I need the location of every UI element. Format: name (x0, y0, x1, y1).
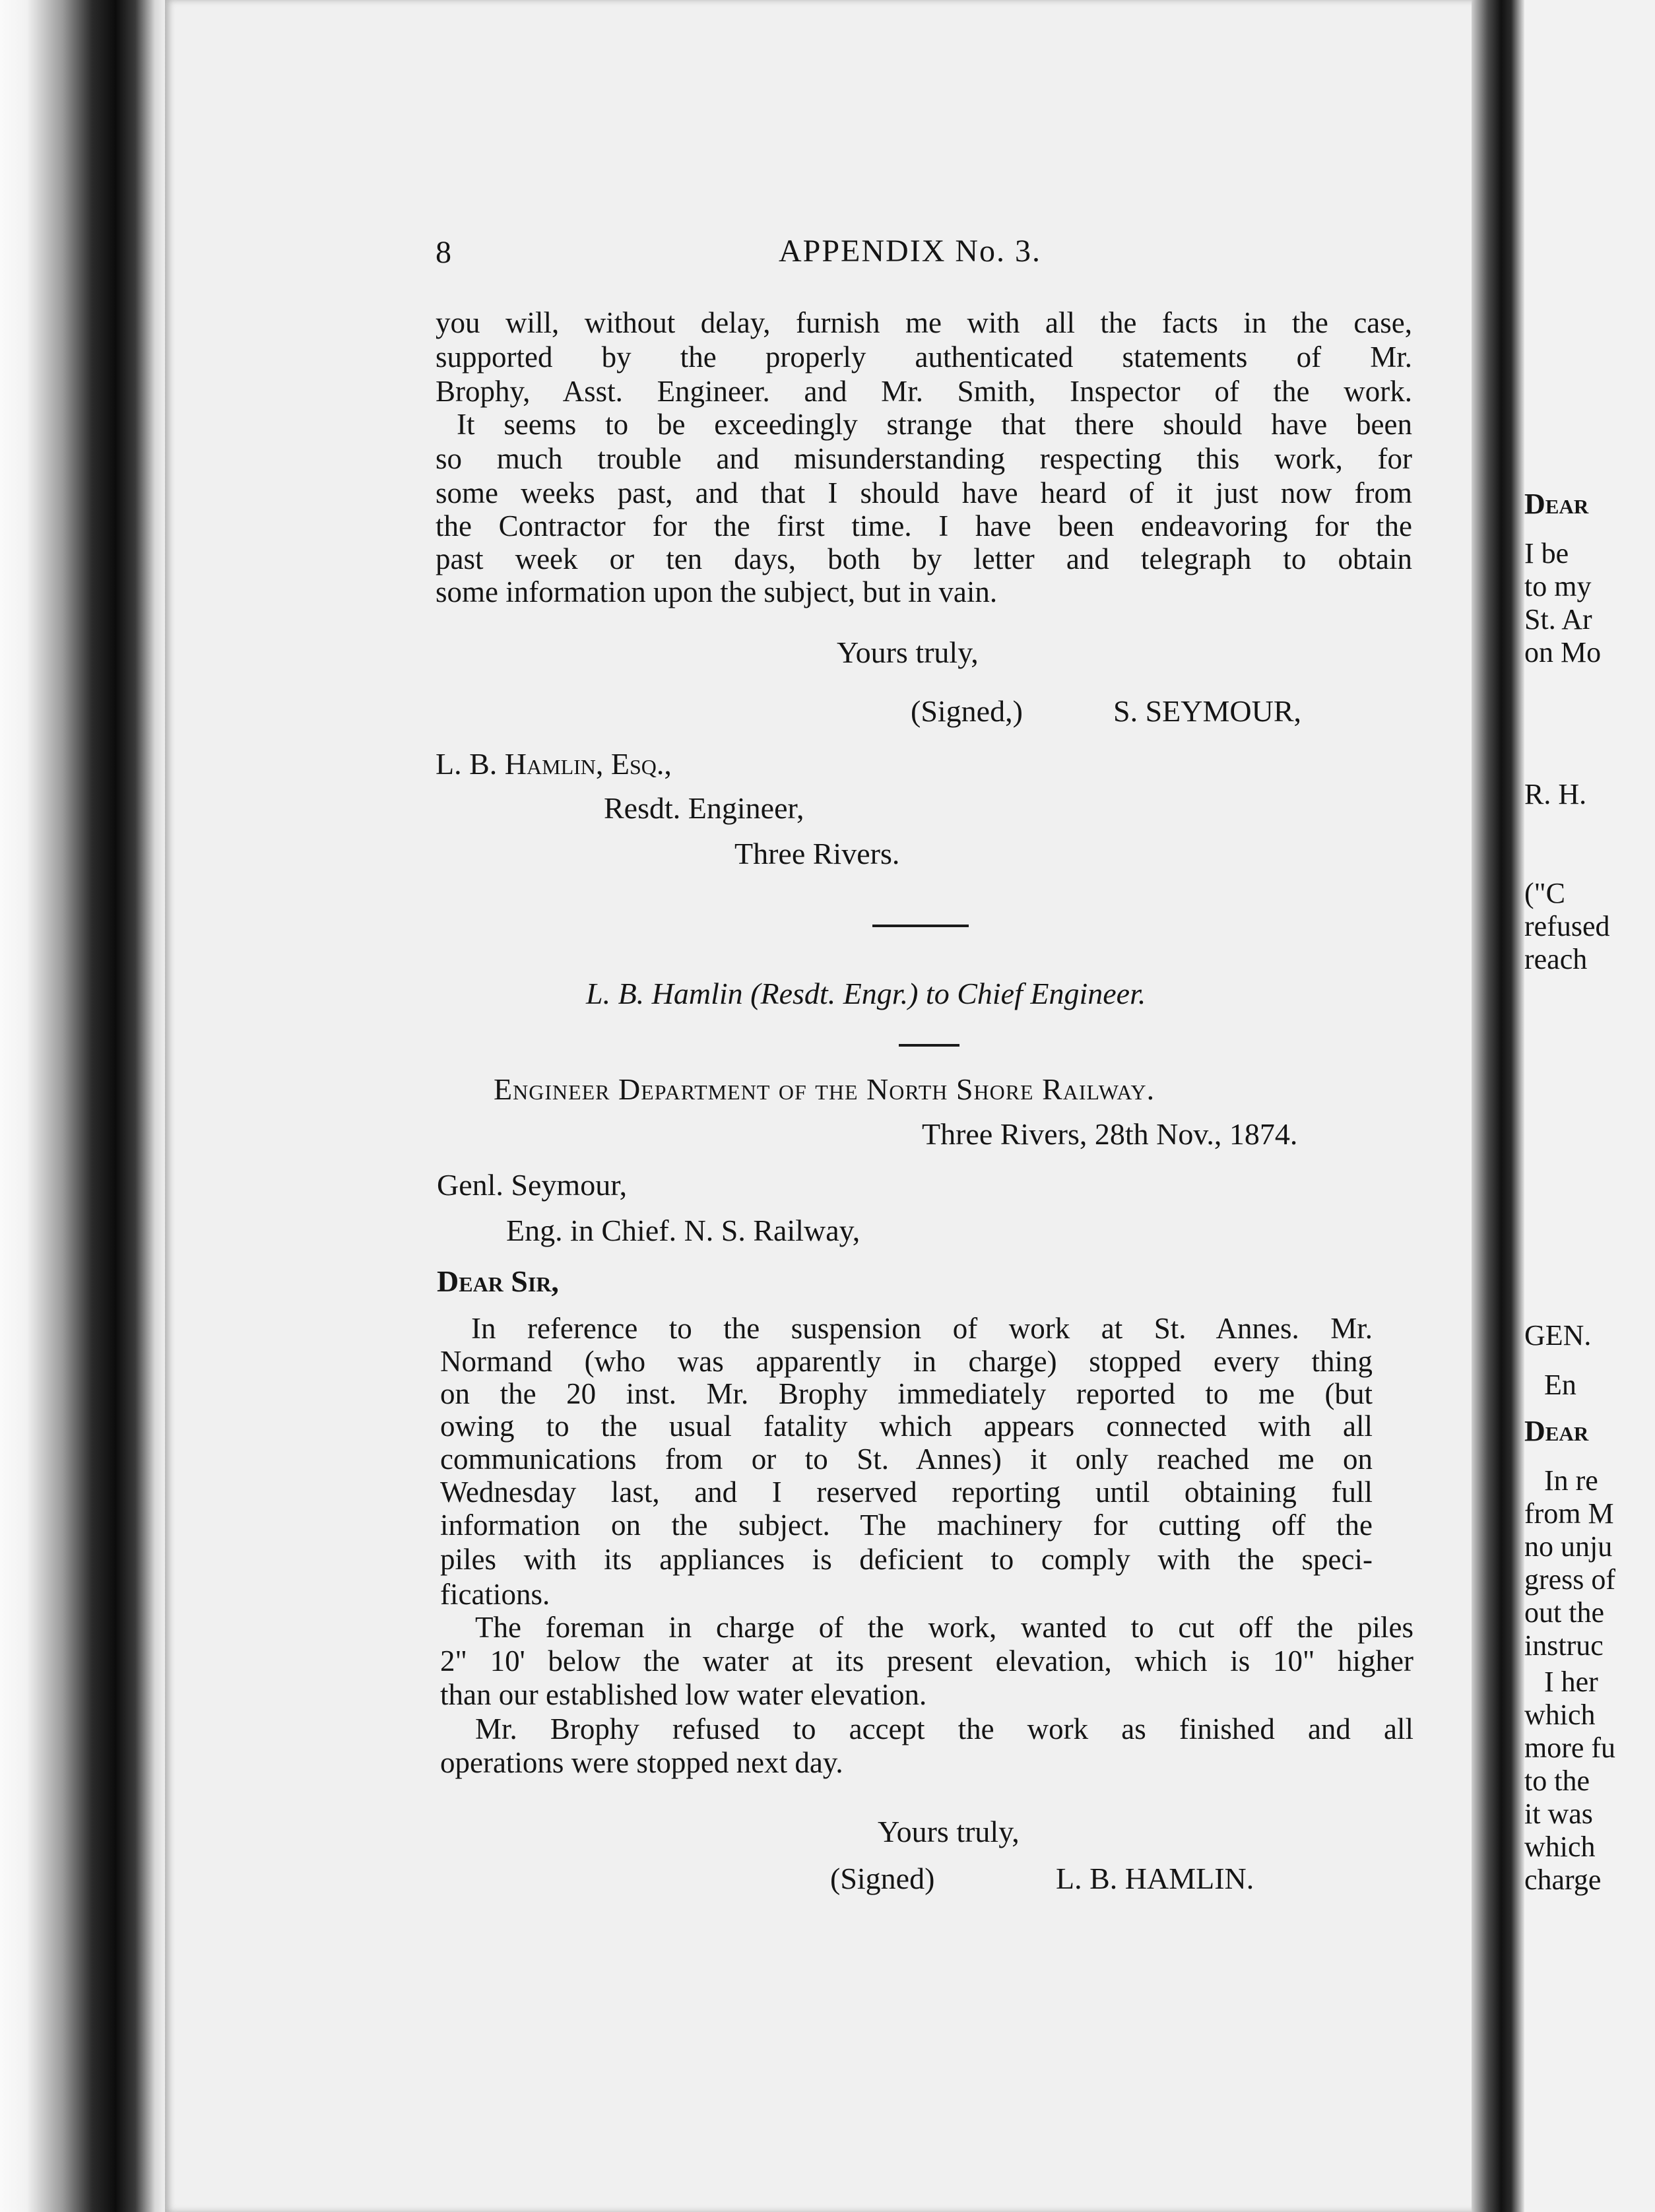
section-rule (899, 1044, 959, 1047)
letter1-line: supported by the properly authenticated statements of Mr. (436, 341, 1412, 374)
letter1-addressee-name: L. B. Hamlin, Esq., (436, 747, 672, 781)
letter2-closing: Yours truly, (878, 1815, 1020, 1848)
letter1-line: some information upon the subject, but in vain. (436, 575, 998, 608)
letter2-line: owing to the usual fatality which appears connected with all (440, 1410, 1373, 1443)
facing-text-fragment: En (1544, 1369, 1576, 1401)
letter2-line: Mr. Brophy refused to accept the work as finished and all (475, 1712, 1413, 1745)
letter1-line: past week or ten days, both by letter and telegraph to obtain (436, 542, 1412, 575)
letter2-department: Engineer Department of the North Shore Railway. (494, 1072, 1155, 1106)
facing-text-fragment: In re (1544, 1464, 1598, 1497)
facing-text-fragment: no unju (1524, 1530, 1613, 1563)
letter1-signed: (Signed,) (911, 694, 1023, 728)
letter2-place-date: Three Rivers, 28th Nov., 1874. (922, 1117, 1298, 1151)
letter2-line: 2" 10' below the water at its present elevation, which is 10" higher (440, 1644, 1413, 1677)
letter2-salutation: Dear Sir, (437, 1264, 559, 1298)
page-gutter (1472, 0, 1524, 2212)
letter1-line: the Contractor for the first time. I have been endeavoring for the (436, 509, 1412, 542)
letter2-line: communications from or to St. Annes) it only reached me on (440, 1443, 1373, 1476)
facing-text-fragment: more fu (1524, 1732, 1616, 1764)
letter2-line: The foreman in charge of the work, wanted to cut off the piles (475, 1611, 1413, 1644)
letter2-line: Normand (who was apparently in charge) stopped every thing (440, 1345, 1373, 1378)
facing-text-fragment: gress of (1524, 1563, 1616, 1596)
letter1-line: you will, without delay, furnish me with all the facts in the case, (436, 306, 1412, 339)
facing-text-fragment: refused (1524, 910, 1610, 942)
letter2-line: In reference to the suspension of work at St. Annes. Mr. (471, 1312, 1373, 1345)
letter1-addressee-place: Three Rivers. (734, 837, 900, 870)
letter1-signature: S. SEYMOUR, (1113, 694, 1302, 728)
facing-text-fragment: on Mo (1524, 636, 1602, 668)
letter2-line: on the 20 inst. Mr. Brophy immediately reported to me (but (440, 1377, 1373, 1410)
letter2-line: piles with its appliances is deficient to comply with the speci- (440, 1543, 1373, 1576)
letter2-caption: L. B. Hamlin (Resdt. Engr.) to Chief Engineer. (586, 977, 1146, 1010)
facing-page (1524, 0, 1655, 2212)
facing-text-fragment: Dear (1524, 1415, 1589, 1447)
book-binding (0, 0, 165, 2212)
letter1-addressee-title: Resdt. Engineer, (604, 791, 804, 825)
facing-text-fragment: reach (1524, 943, 1588, 975)
facing-text-fragment: to the (1524, 1765, 1590, 1797)
letter2-signature: L. B. HAMLIN. (1056, 1862, 1254, 1895)
facing-text-fragment: out the (1524, 1596, 1604, 1629)
facing-text-fragment: charge (1524, 1864, 1602, 1896)
facing-text-fragment: GEN. (1524, 1319, 1592, 1351)
facing-text-fragment: Dear (1524, 488, 1589, 520)
running-head: APPENDIX No. 3. (779, 234, 1042, 269)
letter1-line: Brophy, Asst. Engineer. and Mr. Smith, Inspector of the work. (436, 375, 1412, 408)
facing-text-fragment: ("C (1524, 877, 1565, 909)
letter2-recipient-name: Genl. Seymour, (437, 1168, 628, 1202)
letter1-line: some weeks past, and that I should have heard of it just now from (436, 476, 1412, 509)
facing-text-fragment: I be (1524, 537, 1569, 569)
facing-text-fragment: St. Ar (1524, 603, 1592, 635)
page-number: 8 (436, 235, 451, 270)
facing-text-fragment: which (1524, 1831, 1596, 1863)
letter2-line: than our established low water elevation. (440, 1678, 927, 1711)
letter2-line: fications. (440, 1578, 550, 1611)
facing-text-fragment: instruc (1524, 1629, 1604, 1662)
letter1-closing: Yours truly, (837, 635, 979, 669)
letter2-line: Wednesday last, and I reserved reporting until obtaining full (440, 1476, 1373, 1509)
letter2-line: information on the subject. The machinery for cutting off the (440, 1509, 1373, 1542)
letter1-line: so much trouble and misunderstanding respecting this work, for (436, 442, 1412, 475)
facing-text-fragment: to my (1524, 570, 1592, 602)
facing-text-fragment: R. H. (1524, 778, 1587, 810)
letter1-line: It seems to be exceedingly strange that there should have been (457, 408, 1412, 441)
facing-text-fragment: which (1524, 1699, 1596, 1731)
section-rule (872, 925, 969, 927)
facing-text-fragment: I her (1544, 1666, 1598, 1698)
facing-text-fragment: it was (1524, 1798, 1593, 1830)
facing-text-fragment: from M (1524, 1497, 1614, 1530)
letter2-signed: (Signed) (830, 1862, 935, 1895)
letter2-recipient-title: Eng. in Chief. N. S. Railway, (506, 1214, 860, 1247)
letter2-line: operations were stopped next day. (440, 1746, 843, 1779)
